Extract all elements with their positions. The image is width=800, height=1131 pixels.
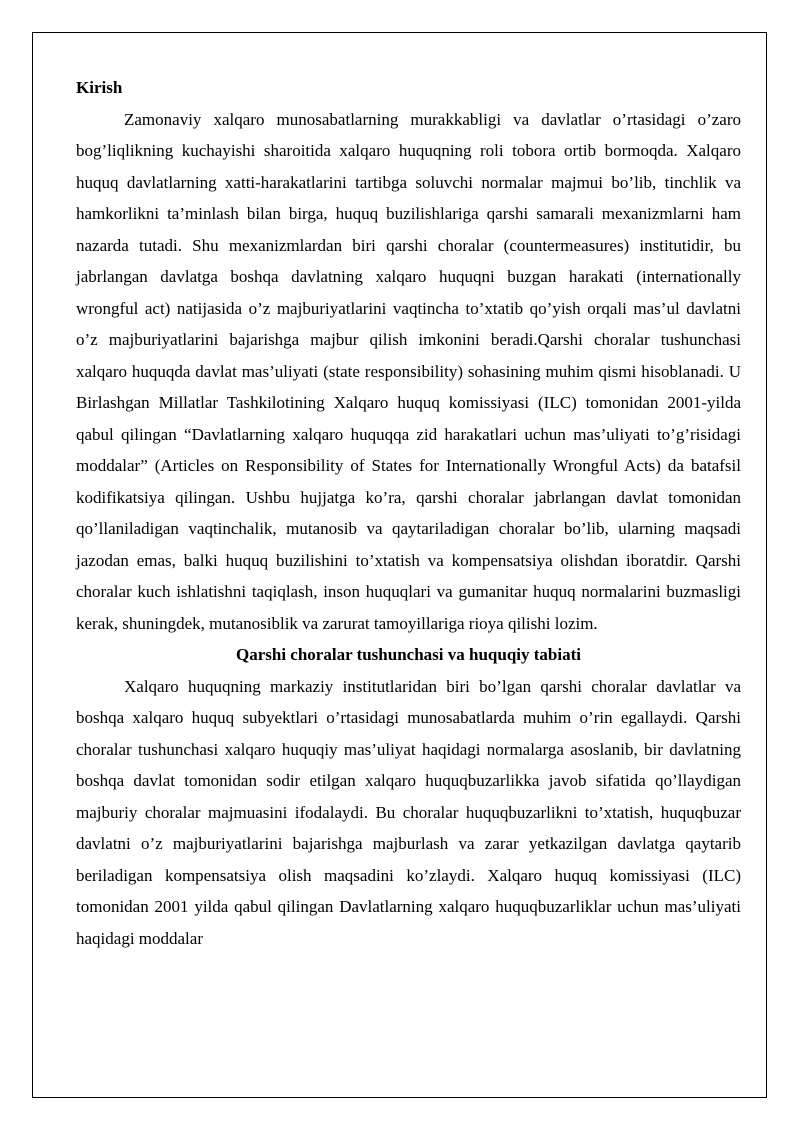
section-paragraph: Xalqaro huquqning markaziy institutlaridan biri bo’lgan qarshi choralar davlatlar va boshqa xalqaro huquq subyektlari o’rtasidagi munosabatlarda muhim o’rin egallaydi. Qarshi choralar tushunchasi xalqaro huquqiy mas’uliyat haqidagi normalarga asoslanib, bir davlatning boshqa davlat tomonidan sodir etilgan xalqaro huquqbuzarlikka javob sifatida qo’llaydigan majburiy choralar majmuasini ifodalaydi. Bu choralar huquqbuzarlikni to’xtatish, huquqbuzar davlatni o’z majburiyatlarini bajarishga majburlash va zarar yetkazilgan davlatga qaytarib beriladigan kompensatsiya olish maqsadini ko’zlaydi. Xalqaro huquq komissiyasi (ILC) tomonidan 2001 yilda qabul qilingan Davlatlarning xalqaro huquqbuzarliklar uchun mas’uliyati haqidagi moddalar: [76, 676, 741, 948]
intro-heading: Kirish: [76, 78, 123, 97]
intro-paragraph: Zamonaviy xalqaro munosabatlarning murakkabligi va davlatlar o’rtasidagi o’zaro bog’liqlikning kuchayishi sharoitida xalqaro huquqning roli tobora ortib bormoqda. Xalqaro huquq davlatlarning xatti-harakatlarini tartibga soluvchi normalar majmui bo’lib, tinchlik va hamkorlikni ta’minlash bilan birga, huquq buzilishlariga qarshi samarali mexanizmlarni ham nazarda tutadi. Shu mexanizmlardan biri qarshi choralar (countermeasures) institutidir, bu jabrlangan davlatga boshqa davlatning xalqaro huquqni buzgan harakati (internationally wrongful act) natijasida o’z majburiyatlarini vaqtincha to’xtatib qo’yish orqali mas’ul davlatni o’z majburiyatlarini bajarishga majbur qilish imkonini beradi.Qarshi choralar tushunchasi xalqaro huquqda davlat mas’uliyati (state responsibility) sohasining muhim qismi hisoblanadi. U Birlashgan Millatlar Tashkilotining Xalqaro huquq komissiyasi (ILC) tomonidan 2001-yilda qabul qilingan “Davlatlarning xalqaro huquqqa zid harakatlari uchun mas’uliyati to’g’risidagi moddalar” (Articles on Responsibility of States for Internationally Wrongful Acts) da batafsil kodifikatsiya qilingan. Ushbu hujjatga ko’ra, qarshi choralar jabrlangan davlat tomonidan qo’llaniladigan vaqtinchalik, mutanosib va qaytariladigan choralar bo’lib, ularning maqsadi jazodan emas, balki huquq buzilishini to’xtatish va kompensatsiya olishdan iboratdir. Qarshi choralar kuch ishlatishni taqiqlash, inson huquqlari va gumanitar huquq normalarini buzmasligi kerak, shuningdek, mutanosiblik va zarurat tamoyillariga rioya qilishi lozim.: [76, 109, 741, 633]
document-body: [76, 72, 741, 954]
section-heading: Qarshi choralar tushunchasi va huquqiy tabiati: [236, 645, 581, 664]
